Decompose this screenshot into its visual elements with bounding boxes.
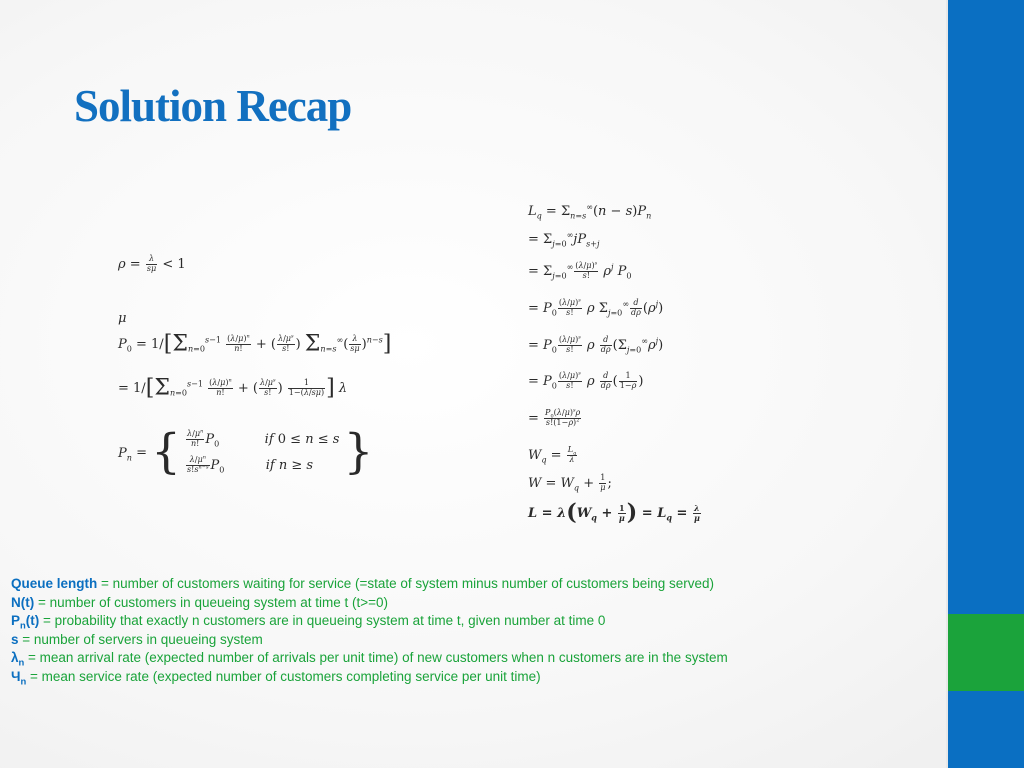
definition-row: [11, 668, 931, 687]
p0-formula: $P_0 = 1/[\Sigma_{n=0}^{s-1}$ $\frac{(\lambda/\mu)^n}{n!}$ + ( $\frac{\lambda/\mu^s}{s!}$ ) $\Sigma_{n=s}^\infty$( $\frac{\lambda}{s\mu}$ )$^{n-s}$]: [118, 330, 392, 357]
p0-simplified: = $1/[\Sigma_{n=0}^{s-1}$ $\frac{(\lambda/\mu)^n}{n!}$ + ( $\frac{\lambda/\mu^s}{s!}$ ) $\frac{1}{1-(\lambda/s\mu)}$ ] λ: [118, 374, 348, 401]
definition-row: [11, 631, 931, 650]
definition-term: P: [11, 613, 21, 629]
definition-text: = mean arrival rate (expected number of arrivals per unit time) of new customers when n customers are in the system: [24, 650, 728, 666]
definition-term-subscript: n: [18, 658, 25, 670]
definition-term: s: [11, 631, 19, 647]
definition-term: Ч: [11, 668, 21, 684]
lq-formula: $L_q = \Sigma_{n=s}^\infty(n - s)P_n$: [528, 202, 652, 221]
mu-symbol: μ: [118, 311, 127, 326]
side-accent-decoration: [948, 614, 1024, 691]
definition-row: [11, 575, 931, 594]
wq-formula: $W_q$ = $\frac{L_q}{\lambda}$: [528, 445, 577, 465]
definition-term: Queue length: [11, 576, 98, 591]
definition-term: λ: [11, 650, 19, 666]
definition-row: [11, 649, 931, 668]
definition-term-subscript: n: [20, 676, 27, 688]
definition-text: = mean service rate (expected number of customers completing service per unit time): [26, 668, 541, 684]
definition-text: = number of customers waiting for service (=state of system minus number of customers being served): [97, 576, 715, 591]
w-formula: $W = W_q$ + $\frac{1}{\mu}$ ;: [528, 473, 612, 493]
definition-term-subscript: n: [20, 620, 26, 632]
definitions-list: [11, 575, 931, 687]
definition-text: = number of servers in queueing system: [18, 631, 263, 647]
right-equations-image: $L_q = \Sigma_{n=s}^\infty(n - s)P_n$ = $\Sigma_{j=0}^\infty jP_{s+j}$ = $\Sigma_{j=0}^\infty$ $\frac{(\lambda/\mu)^s}{s!}$ $\rho^j$ $P_0$ = $P_0$ $\frac{(\lambda/\mu)^s}{s!}$ ρ $\Sigma_{j=0}^\infty$ $\frac{d}{d\rho}$ $(\rho^j)$ = $P_0$ $\frac{(\lambda/\mu)^s}{s!}$ ρ $\frac{d}{d\rho}$ $(\Sigma_{j=0}^\infty\rho^j)$ = $P_0$ $\frac{(\lambda/\mu)^s}{s!}$ ρ $\frac{d}{d\rho}$ ( $\frac{1}{1-\rho}$ ) = $\frac{P_0(\lambda/\mu)^s\rho}{s!(1-\rho)^2}$ $W_q$ = $\frac{L_q}{\lambda}$ $W = W_q$ + $\frac{1}{\mu}$ ; $L = \lambda(W_q$ + $\frac{1}{\mu}$ ) = $L_q$ = $\frac{\lambda}{\mu}$: [528, 202, 700, 526]
l-formula: $L = \lambda(W_q$ + $\frac{1}{\mu}$ ) = $L_q$ = $\frac{\lambda}{\mu}$: [528, 499, 700, 526]
definition-text: = number of customers in queueing system at time t (t>=0): [34, 594, 389, 610]
left-equations-image: [118, 255, 438, 495]
definition-term-suffix: (t): [25, 613, 40, 629]
definition-row: [11, 612, 931, 631]
definition-row: [11, 594, 931, 613]
rho-formula: ρ = $\frac{\lambda}{s\mu}$ < 1: [118, 254, 186, 273]
pn-formula: $P_n$ = { $\frac{\lambda/\mu^n}{n!}$ $P_0$ if 0 ≤ n ≤ s $\frac{\lambda/\mu^n}{s!s^{n-s}}$ $P_0$ if n ≥ s }: [118, 425, 374, 480]
definition-term: N(t): [11, 594, 35, 610]
definition-text: = probability that exactly n customers are in queueing system at time t, given number at time 0: [39, 613, 606, 629]
slide-title: Solution Recap: [74, 81, 352, 131]
